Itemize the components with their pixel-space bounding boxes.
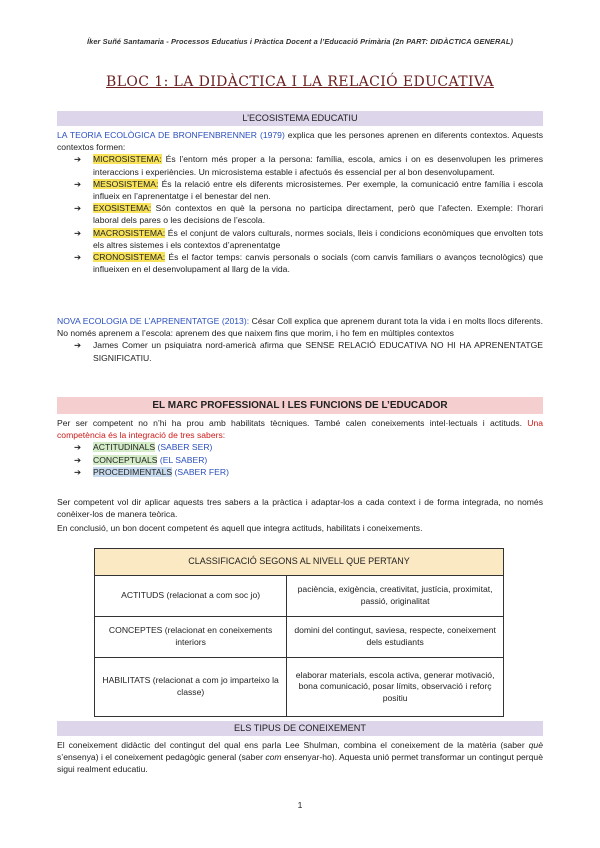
- system-text: És el conjunt de valors culturals, normes socials, lleis i condicions econòmiques que envolten tots els altres sistemes i els contextos d’aprenentatge: [93, 227, 543, 250]
- section-bar-ecosistema: L’ECOSISTEMA EDUCATIU: [57, 111, 543, 126]
- table-cell-right: domini del contingut, saviesa, respecte, coneixement dels estudiants: [287, 617, 504, 658]
- arrow-icon: ➔: [74, 466, 82, 477]
- shulman-italic-1: què: [528, 740, 543, 750]
- marc-intro: [57, 417, 543, 478]
- comer-list: [57, 339, 543, 363]
- saber-rest: (SABER SER): [155, 442, 213, 453]
- saber-term: ACTITUDINALS: [93, 442, 156, 453]
- arrow-icon: ➔: [74, 154, 82, 165]
- table-row: [95, 617, 504, 658]
- list-item: [57, 153, 543, 177]
- arrow-icon: ➔: [74, 252, 82, 263]
- list-item: [57, 251, 543, 275]
- page-number: 1: [297, 800, 303, 810]
- table-cell-left: ACTITUDS (relacionat a com soc jo): [95, 576, 287, 617]
- shulman-para: [57, 739, 543, 776]
- bronfenbrenner-rest: explica que les persones aprenen en diferents contextos. Aquests contextos formen:: [57, 130, 543, 153]
- list-item: [57, 227, 543, 251]
- system-term: MACROSISTEMA:: [93, 227, 166, 238]
- arrow-icon: ➔: [74, 203, 82, 214]
- table-cell-right: paciència, exigència, creativitat, justícia, proximitat, passió, originalitat: [287, 576, 504, 617]
- nova-ecologia-rest: César Coll explica que aprenem durant tota la vida i en molts llocs diferents. No només aprenem a l’escola: aprenem des que naixem fins que morim, i ho fem en múltiples contextos: [57, 316, 543, 339]
- system-text: Són contextos en què la persona no participa directament, però que l’afecten. Exemple: l’horari laboral dels pares o les decisions de l’escola.: [93, 203, 543, 226]
- arrow-icon: ➔: [74, 442, 82, 453]
- list-item: [57, 339, 543, 363]
- list-item: [57, 466, 543, 478]
- saber-term: PROCEDIMENTALS: [93, 466, 173, 477]
- saber-rest: (SABER FER): [172, 466, 229, 477]
- section-bar-marc-professional: EL MARC PROFESSIONAL I LES FUNCIONS DE L’EDUCADOR: [57, 397, 543, 414]
- systems-list: [57, 153, 543, 275]
- system-term: CRONOSISTEMA:: [93, 252, 166, 263]
- nova-ecologia-para: [57, 315, 543, 364]
- classification-table: [94, 548, 504, 717]
- saber-term: CONCEPTUALS: [93, 454, 158, 465]
- saber-rest: (EL SABER): [157, 454, 208, 465]
- table-cell-right: elaborar materials, escola activa, generar motivació, bona comunicació, posar límits, observació i reforç positiu: [287, 658, 504, 717]
- shulman-italic-2: com: [265, 752, 282, 763]
- bloc-title: BLOC 1: LA DIDÀCTICA I LA RELACIÓ EDUCATIVA: [106, 74, 494, 90]
- arrow-icon: ➔: [74, 340, 82, 351]
- shulman-text-1: El coneixement didàctic del contingut del qual ens parla Lee Shulman, combina el coneixement de la matèria (saber: [57, 740, 529, 750]
- system-text: És el factor temps: canvis personals o socials (com canvis familiars o avanços tecnològics) que influeixen en el desenvolupament al llarg de la vida.: [93, 252, 543, 275]
- shulman-text-3: ensenyar-ho). Aquesta unió permet transformar un contingut perquè sigui realment educatiu.: [57, 752, 543, 775]
- system-text: És l’entorn més proper a la persona: família, escola, amics i on es desenvolupen les primeres interaccions i experiències. Un microsistema estable i afectuós és essencial per al bon desenvolupament.: [93, 154, 543, 177]
- sabers-list: [57, 441, 543, 478]
- table-header: CLASSIFICACIÓ SEGONS AL NIVELL QUE PERTANY: [95, 549, 504, 576]
- list-item: [57, 441, 543, 453]
- competent-para: Ser competent vol dir aplicar aquests tres sabers a la pràctica i adaptar-los a cada context i de forma integrada, no només conèixer-los de manera teòrica.: [57, 497, 543, 520]
- arrow-icon: ➔: [74, 178, 82, 189]
- ecosistema-intro: [57, 129, 543, 275]
- comer-text: James Comer un psiquiatra nord-americà afirma que SENSE RELACIÓ EDUCATIVA NO HI HA APRENENTATGE SIGNIFICATIU.: [93, 340, 543, 363]
- arrow-icon: ➔: [74, 227, 82, 238]
- marc-intro-red: Una competència és la integració de tres sabers:: [57, 418, 543, 441]
- table-row: [95, 576, 504, 617]
- list-item: [57, 454, 543, 466]
- shulman-text-2: s’ensenya) i el coneixement pedagògic general (saber: [57, 752, 266, 763]
- bronfenbrenner-lead: LA TEORIA ECOLÒGICA DE BRONFENBRENNER (1979): [57, 130, 285, 140]
- table-row: [95, 658, 504, 717]
- system-term: EXOSISTEMA:: [93, 203, 152, 214]
- running-header: Íker Suñé Santamaria - Processos Educatius i Pràctica Docent a l’Educació Primària (2n PART: DIDÀCTICA GENERAL): [86, 37, 514, 46]
- table-cell-left: CONCEPTES (relacionat en coneixements interiors: [95, 617, 287, 658]
- list-item: [57, 178, 543, 202]
- system-text: És la relació entre els diferents microsistemes. Per exemple, la comunicació entre família i escola influeix en l’aprenentatge i el benestar del nen.: [93, 178, 543, 202]
- system-term: MESOSISTEMA:: [93, 178, 159, 189]
- list-item: [57, 202, 543, 226]
- system-term: MICROSISTEMA:: [93, 154, 162, 165]
- nova-ecologia-lead: NOVA ECOLOGIA DE L’APRENENTATGE (2013):: [57, 316, 250, 326]
- table-cell-left: HABILITATS (relacionat a com jo imparteixo la classe): [95, 658, 287, 717]
- marc-intro-text: Per ser competent no n’hi ha prou amb habilitats tècniques. També calen coneixements intel·lectuals i actituds.: [57, 418, 528, 428]
- arrow-icon: ➔: [74, 454, 82, 465]
- conclusion-para: En conclusió, un bon docent competent és aquell que integra actituds, habilitats i coneixements.: [57, 523, 423, 533]
- section-bar-coneixement: ELS TIPUS DE CONEIXEMENT: [57, 721, 543, 736]
